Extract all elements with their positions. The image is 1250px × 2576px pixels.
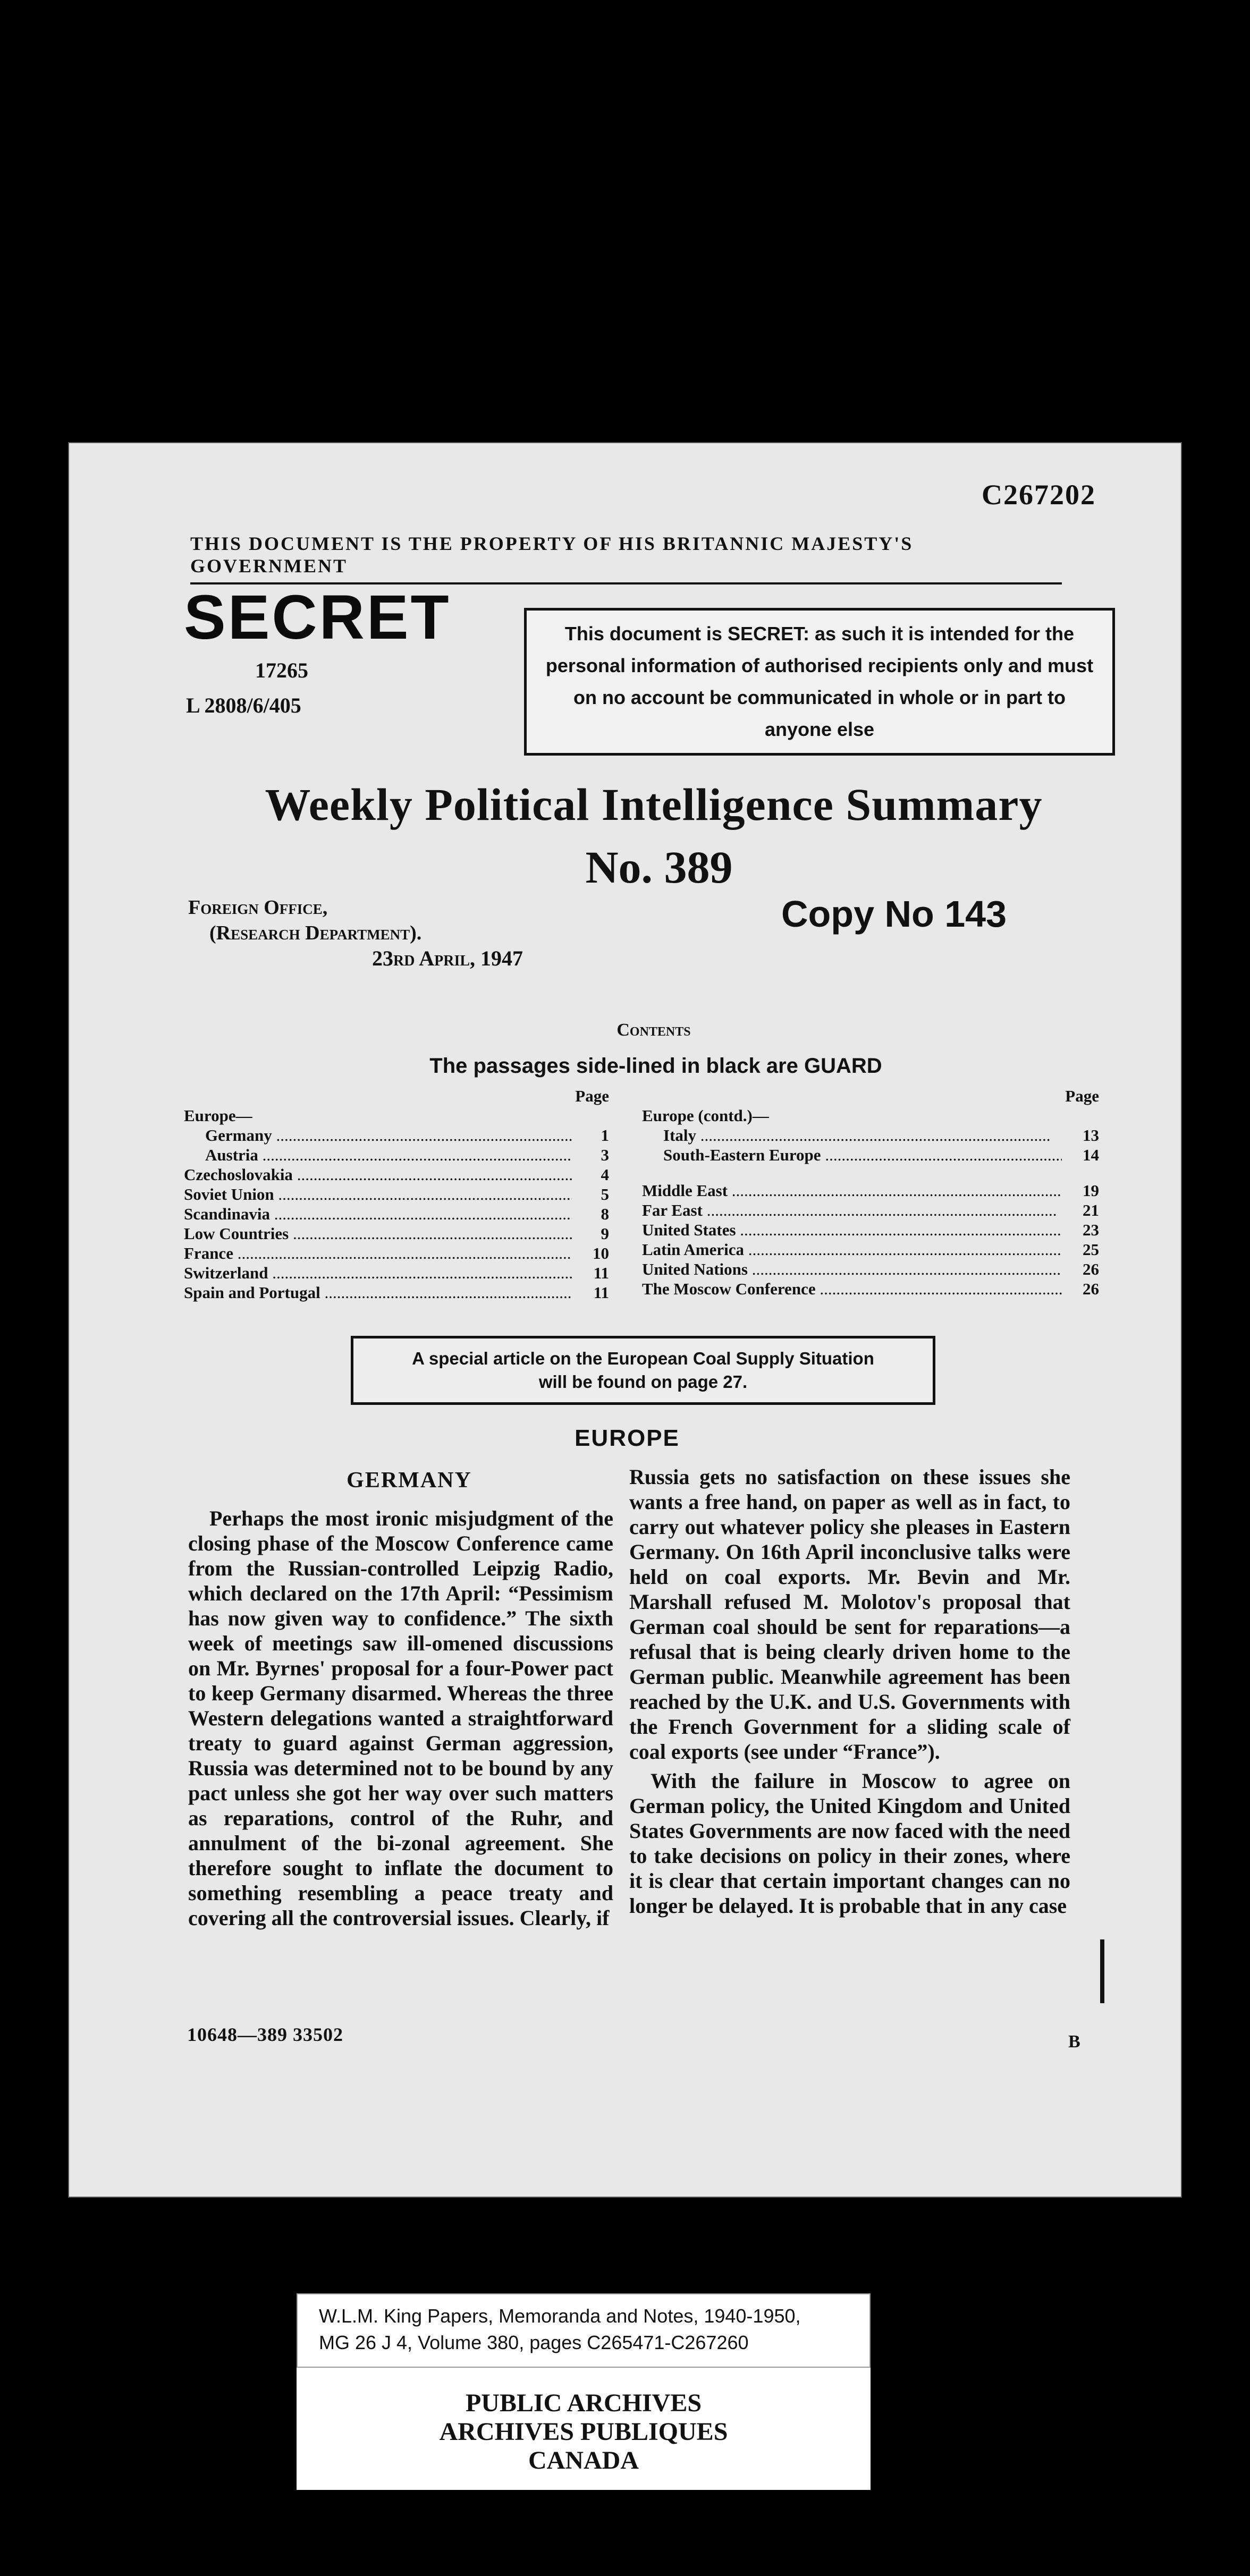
contents-entry-page: 3	[572, 1145, 609, 1165]
contents-left-column	[184, 1086, 609, 1302]
contents-entry-page: 25	[1062, 1240, 1099, 1259]
contents-entry	[642, 1145, 1099, 1165]
document-title: Weekly Political Intelligence Summary	[265, 779, 1043, 830]
contents-group-europe: Europe—	[184, 1106, 252, 1125]
contents-entry-label: Latin America .....	[642, 1240, 1062, 1259]
contents-entry-page: 19	[1062, 1181, 1099, 1200]
contents-entry-page: 26	[1062, 1259, 1099, 1279]
contents-right-column	[642, 1086, 1099, 1299]
contents-entry-label: Spain and Portugal .....	[184, 1283, 572, 1302]
contents-entry-page: 11	[572, 1263, 609, 1283]
file-reference: L 2808/6/405	[186, 693, 301, 717]
subsection-heading: GERMANY	[347, 1468, 472, 1493]
contents-entry-page: 26	[1062, 1279, 1099, 1299]
contents-entry-label: France .....	[184, 1243, 572, 1263]
contents-left-list	[184, 1125, 609, 1302]
page-column-label: Page	[575, 1087, 609, 1105]
contents-entry-page: 11	[572, 1283, 609, 1302]
body-paragraph: With the failure in Moscow to agree on German policy, the United Kingdom and United States Governments are now faced with the need to take decisions on policy in their zones, where it is clear that certain important changes can no longer be delayed. It is probable that in any case	[629, 1769, 1070, 1918]
contents-entry-label: Czechoslovakia .....	[184, 1165, 572, 1184]
contents-group-europe-contd: Europe (contd.)—	[642, 1106, 769, 1125]
page-column-label: Page	[1065, 1087, 1099, 1105]
contents-entry-label: Scandinavia .....	[184, 1204, 572, 1224]
contents-entry	[642, 1220, 1099, 1240]
contents-right-list-b	[642, 1181, 1099, 1299]
body-left-column	[188, 1506, 613, 1935]
contents-entry	[642, 1200, 1099, 1220]
contents-entry-label: Austria .....	[205, 1145, 572, 1165]
contents-entry-page: 10	[572, 1243, 609, 1263]
office-name: Foreign Office,	[188, 896, 328, 919]
body-paragraph: Perhaps the most ironic misjudgment of the closing phase of the Moscow Conference came from the Russian-controlled Leipzig Radio, which declared on the 17th April: “Pessimism has now given way to confidence.” The sixth week of meetings saw ill-omened discussions on Mr. Byrnes' proposal for a four-Power pact to keep Germany disarmed. Whereas the three Western delegations wanted a straightforward treaty to guard against German aggression, Russia was determined not to be bound by any pact unless she got her way over such matters as reparations, control of the Ruhr, and annulment of the bi-zonal agreement. She therefore sought to inflate the document to something resembling a peace treaty and covering all the controversial issues. Clearly, if	[188, 1506, 613, 1930]
copy-number: Copy No 143	[781, 893, 1007, 935]
property-notice: THIS DOCUMENT IS THE PROPERTY OF HIS BRITANNIC MAJESTY'S GOVERNMENT	[190, 532, 1062, 584]
contents-entry-page: 13	[1062, 1125, 1099, 1145]
issue-number: No. 389	[585, 842, 733, 893]
contents-entry	[184, 1204, 609, 1224]
contents-entry-page: 8	[572, 1204, 609, 1224]
contents-entry-page: 4	[572, 1165, 609, 1184]
archive-name-fr: ARCHIVES PUBLIQUES	[439, 2418, 728, 2446]
office-block	[188, 895, 421, 946]
contents-entry-label: Soviet Union .....	[184, 1184, 572, 1204]
special-article-line2: will be found on page 27.	[538, 1372, 748, 1392]
archive-citation-line1: W.L.M. King Papers, Memoranda and Notes, 1940-1950,	[319, 2305, 801, 2327]
section-heading: EUROPE	[575, 1425, 680, 1451]
archive-citation	[297, 2293, 871, 2368]
classification-stamp: SECRET	[184, 582, 451, 653]
signature-mark: B	[1068, 2032, 1080, 2052]
contents-entry	[642, 1279, 1099, 1299]
contents-entry	[184, 1224, 609, 1243]
special-article-line1: A special article on the European Coal Supply Situation	[412, 1349, 874, 1368]
guard-note: The passages side-lined in black are GUARD	[429, 1054, 882, 1078]
contents-entry	[184, 1263, 609, 1283]
contents-entry	[184, 1165, 609, 1184]
body-right-column	[629, 1464, 1070, 1922]
special-article-box	[351, 1336, 935, 1405]
contents-entry	[642, 1181, 1099, 1200]
contents-entry	[184, 1125, 609, 1145]
contents-right-list-a	[642, 1125, 1099, 1165]
contents-entry-label: United Nations .....	[642, 1259, 1062, 1279]
contents-heading: Contents	[616, 1020, 691, 1040]
contents-entry	[642, 1259, 1099, 1279]
contents-entry-page: 1	[572, 1125, 609, 1145]
contents-entry-label: Far East .....	[642, 1200, 1062, 1220]
archive-citation-line2: MG 26 J 4, Volume 380, pages C265471-C267260	[319, 2332, 749, 2353]
contents-entry	[184, 1243, 609, 1263]
archive-name-en: PUBLIC ARCHIVES	[465, 2389, 702, 2417]
contents-entry-page: 14	[1062, 1145, 1099, 1165]
print-code: 10648—389 33502	[187, 2024, 343, 2045]
contents-entry-page: 23	[1062, 1220, 1099, 1240]
contents-entry	[184, 1145, 609, 1165]
contents-entry	[642, 1240, 1099, 1259]
archive-name-block	[297, 2368, 871, 2490]
contents-entry-page: 9	[572, 1224, 609, 1243]
contents-entry-label: Middle East .....	[642, 1181, 1062, 1200]
contents-entry-label: Germany .....	[205, 1125, 572, 1145]
document-serial: C267202	[982, 479, 1096, 511]
office-department: (Research Department).	[209, 922, 422, 944]
body-paragraph: Russia gets no satisfaction on these issues she wants a free hand, on paper as well as in fact, to carry out whatever policy she pleases in Eastern Germany. On 16th April inconclusive talks were held on coal exports. Mr. Bevin and Mr. Marshall refused M. Molotov's proposal that German coal should be sent for reparations—a refusal that is being clearly driven home to the German public. Meanwhile agreement has been reached by the U.K. and U.S. Governments with the French Government for a sliding scale of coal exports (see under “France”).	[629, 1465, 1070, 1764]
restriction-notice: This document is SECRET: as such it is intended for the personal information of authorised recipients only and must on no account be communicated in whole or in part to anyone else	[524, 608, 1115, 756]
contents-entry-label: South-Eastern Europe .....	[663, 1145, 1062, 1165]
archive-name-country: CANADA	[528, 2446, 639, 2475]
contents-entry-page: 21	[1062, 1200, 1099, 1220]
reference-number: 17265	[255, 658, 308, 682]
contents-entry	[642, 1125, 1099, 1145]
contents-entry-label: Low Countries .....	[184, 1224, 572, 1243]
contents-entry-label: Switzerland .....	[184, 1263, 572, 1283]
guard-sideline	[1100, 1939, 1104, 2003]
contents-entry-label: Italy .....	[663, 1125, 1062, 1145]
contents-entry-label: The Moscow Conference .....	[642, 1279, 1062, 1299]
contents-entry	[184, 1283, 609, 1302]
contents-entry	[184, 1184, 609, 1204]
contents-entry-label: United States .....	[642, 1220, 1062, 1240]
contents-entry-page: 5	[572, 1184, 609, 1204]
document-page	[68, 442, 1182, 2198]
document-date: 23rd April, 1947	[372, 946, 523, 970]
